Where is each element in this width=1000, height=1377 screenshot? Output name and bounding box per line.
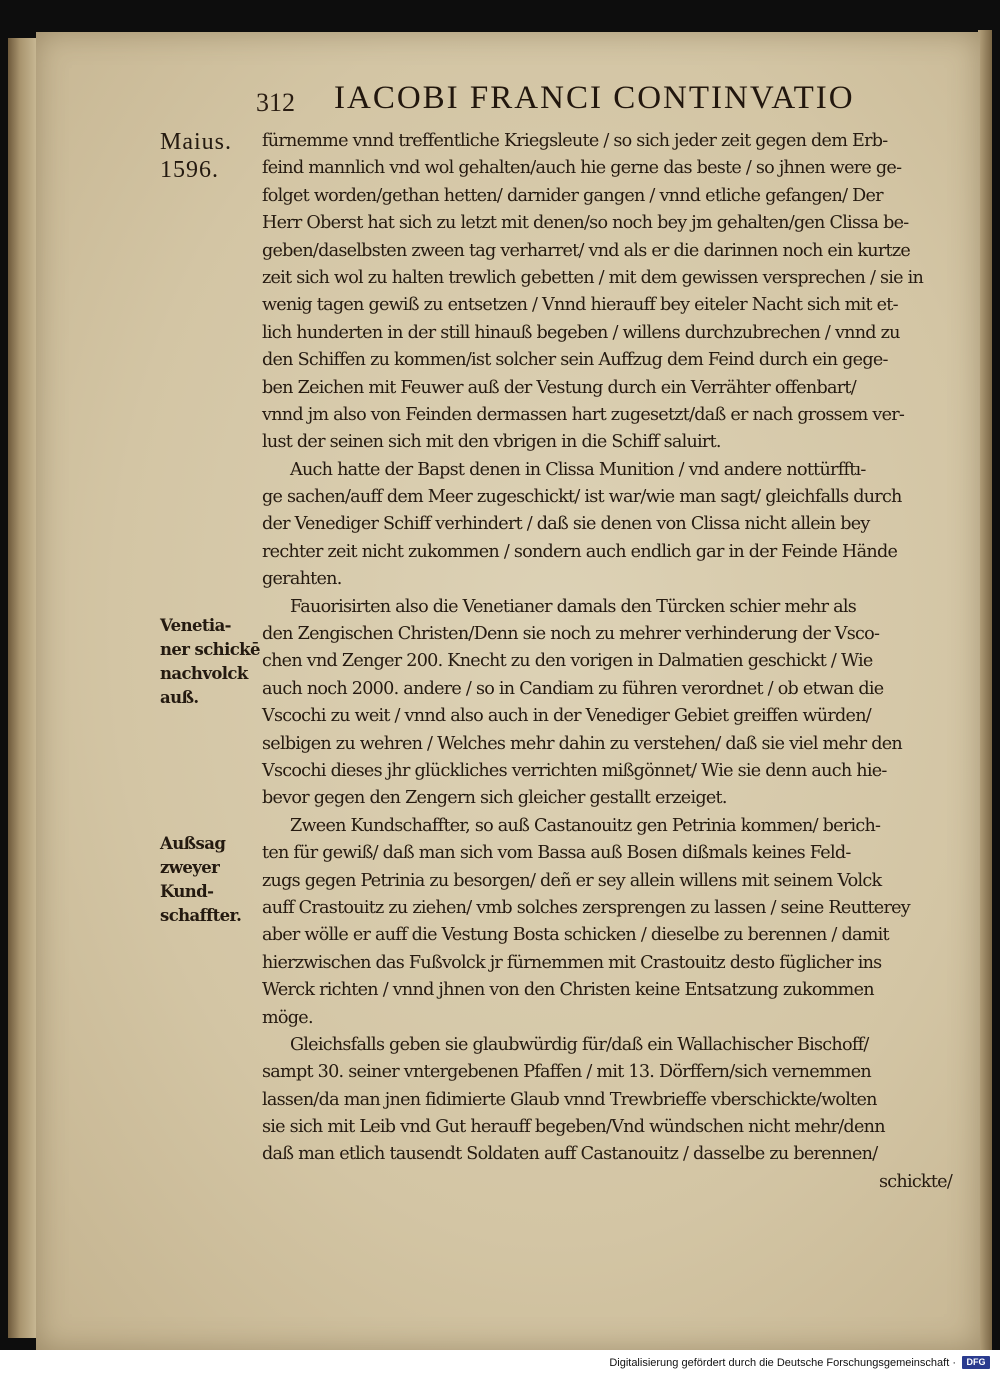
text-line: lassen/da man jnen fidimierte Glaub vnnd Trewbrieffe vberschickte/wolten bbox=[262, 1089, 877, 1110]
page-edge-right bbox=[978, 30, 992, 1355]
body-text bbox=[262, 128, 962, 1196]
catchword: schickte/ bbox=[878, 1171, 952, 1192]
running-title: IACOBI FRANCI CONTINVATIO bbox=[334, 80, 855, 116]
text-line: ben Zeichen mit Feuwer auß der Vestung durch ein Verrähter offenbart/ bbox=[262, 377, 856, 398]
margin-note-line: zweyer bbox=[160, 858, 220, 877]
text-line: geben/daselbsten zween tag verharret/ vnd als er die darinnen noch ein kurtze bbox=[262, 240, 911, 261]
text-line: feind mannlich vnd wol gehalten/auch hie gerne das beste / so jhnen were ge- bbox=[262, 158, 902, 179]
dfg-logo: DFG bbox=[962, 1356, 990, 1369]
text-line: ten für gewiß/ daß man sich vom Bassa auß Bosen dißmals keines Feld- bbox=[262, 843, 851, 864]
text-line: sampt 30. seiner vntergebenen Pfaffen / mit 13. Dörffern/sich vernemmen bbox=[262, 1062, 871, 1083]
page-number: 312 bbox=[256, 88, 295, 117]
text-line: ge sachen/auff dem Meer zugeschickt/ ist war/wie man sagt/ gleichfalls durch bbox=[262, 487, 902, 508]
margin-note-scouts bbox=[160, 832, 270, 928]
text-line: möge. bbox=[262, 1007, 313, 1028]
text-line: vnnd jm also von Feinden dermassen hart zugesetzt/daß er nach grossem ver- bbox=[262, 404, 905, 425]
text-line: der Venediger Schiff verhindert / daß sie denen von Clissa nicht allein bey bbox=[262, 514, 870, 535]
text-line: den Schiffen zu kommen/ist solcher sein Auffzug dem Feind durch ein gege- bbox=[262, 350, 888, 371]
margin-date-month: Maius. bbox=[160, 129, 232, 155]
text-line: aber wölle er auff die Vestung Bosta schicken / dieselbe zu berennen / damit bbox=[262, 925, 889, 946]
margin-note-line: nachvolck bbox=[160, 664, 248, 683]
text-line: bevor gegen den Zengern sich gleicher gestallt erzeiget. bbox=[262, 788, 727, 809]
margin-note-line: Kund- bbox=[160, 882, 214, 901]
margin-note-line: Venetia- bbox=[160, 616, 231, 635]
text-line: Herr Oberst hat sich zu letzt mit denen/so noch bey jm gehalten/gen Clissa be- bbox=[262, 213, 909, 234]
text-line: Vscochi zu weit / vnnd also auch in der Venediger Gebiet greiffen würden/ bbox=[262, 706, 871, 727]
footer-bar bbox=[0, 1350, 1000, 1377]
margin-note-line: Außsag bbox=[160, 834, 226, 853]
margin-note-line: ner schickē bbox=[160, 640, 260, 659]
text-line: selbigen zu wehren / Welches mehr dahin zu verstehen/ daß sie viel mehr den bbox=[262, 733, 902, 754]
margin-note-venetians bbox=[160, 614, 270, 710]
text-line: lich hunderten in der still hinauß begeben / willens durchzubrechen / vnnd zu bbox=[262, 322, 900, 343]
text-line: wenig tagen gewiß zu entsetzen / Vnnd hierauff bey eiteler Nacht sich mit et- bbox=[262, 295, 898, 316]
text-line: hierzwischen das Fußvolck jr fürnemmen mit Crastouitz desto füglicher ins bbox=[262, 952, 882, 973]
text-line: sie sich mit Leib vnd Gut herauff begeben/Vnd wündschen nicht mehr/denn bbox=[262, 1117, 885, 1138]
text-line: daß man etlich tausendt Soldaten auff Castanouitz / dasselbe zu berennen/ bbox=[262, 1144, 878, 1165]
text-line: Vscochi dieses jhr glückliches verrichten mißgönnet/ Wie sie denn auch hie- bbox=[262, 760, 887, 781]
text-line: chen vnd Zenger 200. Knecht zu den vorigen in Dalmatien geschickt / Wie bbox=[262, 651, 873, 672]
text-line: den Zengischen Christen/Denn sie noch zu mehrer verhinderung der Vsco- bbox=[262, 624, 880, 645]
text-line: auff Crastouitz zu ziehen/ vmb solches zersprengen zu lassen / seine Reutterey bbox=[262, 897, 910, 918]
page-edge-left bbox=[8, 38, 38, 1338]
text-line: rechter zeit nicht zukommen / sondern auch endlich gar in der Feinde Hände bbox=[262, 541, 898, 562]
text-line: auch noch 2000. andere / so in Candiam zu führen verordnet / ob etwan die bbox=[262, 678, 884, 699]
text-line: fürnemme vnnd treffentliche Kriegsleute / so sich jeder zeit gegen dem Erb- bbox=[262, 131, 888, 151]
text-line: zeit sich wol zu halten trewlich gebetten / mit dem gewissen versprechen / sie in bbox=[262, 267, 924, 288]
margin-date-year: 1596. bbox=[160, 157, 219, 183]
page-header bbox=[256, 80, 896, 120]
text-line: gerahten. bbox=[262, 569, 342, 590]
text-line: Auch hatte der Bapst denen in Clissa Munition / vnd andere nottürfftı- bbox=[290, 459, 866, 480]
margin-note-line: auß. bbox=[160, 688, 199, 707]
text-line: folget worden/gethan hetten/ darnider gangen / vnnd etliche gefangen/ Der bbox=[262, 185, 883, 206]
text-line: Gleichsfalls geben sie glaubwürdig für/daß ein Wallachischer Bischoff/ bbox=[290, 1034, 869, 1055]
funding-credit: Digitalisierung gefördert durch die Deutsche Forschungsgemeinschaft · bbox=[609, 1357, 956, 1369]
text-line: Fauorisirten also die Venetianer damals den Türcken schier mehr als bbox=[290, 596, 857, 617]
margin-date bbox=[160, 128, 270, 184]
text-line: Zween Kundschaffter, so auß Castanouitz gen Petrinia kommen/ berich- bbox=[290, 815, 881, 836]
text-line: zugs gegen Petrinia zu besorgen/ deñ er sey allein willens mit seinem Volck bbox=[262, 870, 882, 891]
text-line: lust der seinen sich mit den vbrigen in die Schiff saluirt. bbox=[262, 432, 721, 453]
text-line: Werck richten / vnnd jhnen von den Christen keine Entsatzung zukommen bbox=[262, 980, 874, 1001]
margin-note-line: schaffter. bbox=[160, 906, 242, 925]
